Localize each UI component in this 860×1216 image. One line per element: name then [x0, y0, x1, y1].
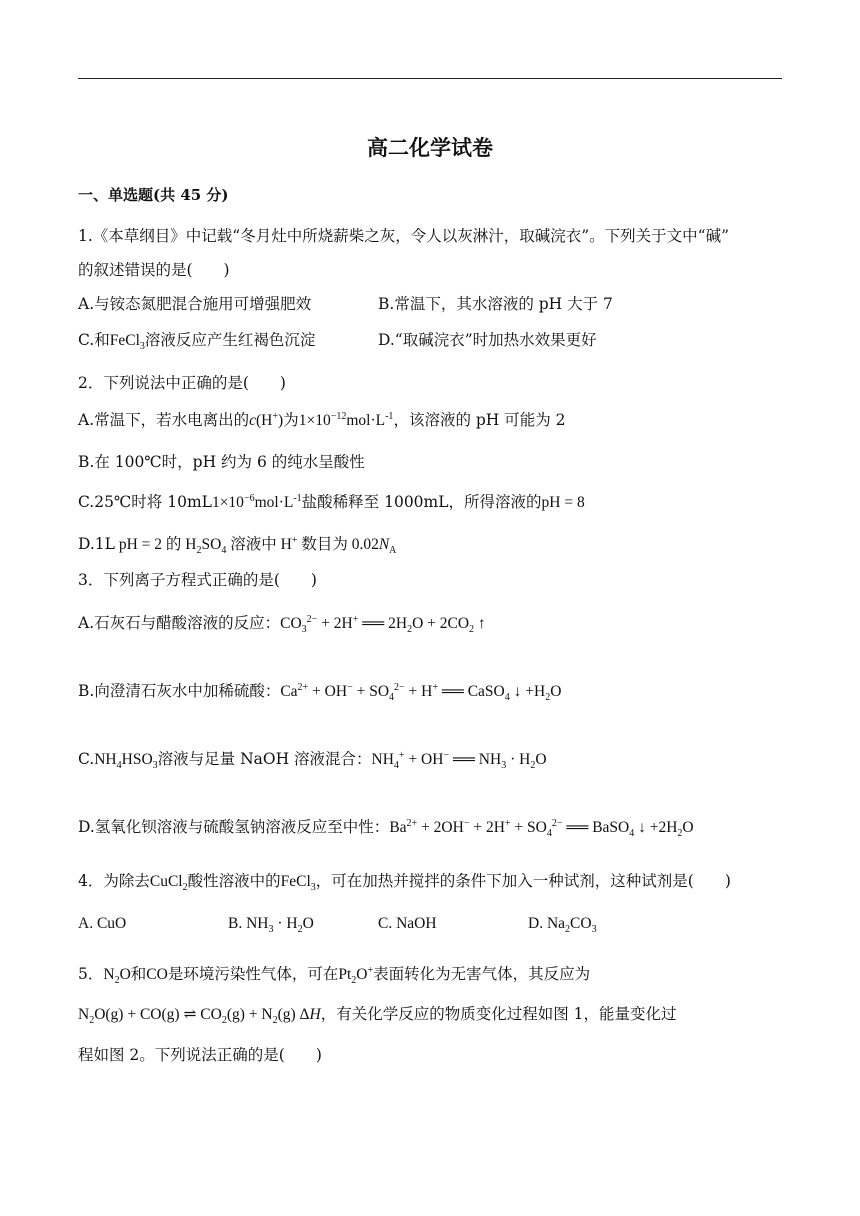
q3-option-b: B.向澄清石灰水中加稀硫酸：$Ca^{2+} + OH^- + SO_4^{2-} + H^+$ ══ CaSO$_4$ ↓ $+H_2O$ [78, 681, 562, 704]
q4-option-a: A. CuO [78, 915, 127, 932]
q4-stem: 4．为除去CuCl$_2$酸性溶液中的FeCl$_3$，可在加热并搅拌的条件下加入一种试剂，这种试剂是( ) [78, 872, 731, 894]
q5-stem: 5．$N_2O$和CO是环境污染性气体，可在$Pt_2O^+$表面转化为无害气体，其反应为 [78, 964, 591, 987]
q2-option-a: A.常温下，若水电离出的c(H+)为$1\times 10^{-12}mol\cdot L^{-1}$，该溶液的 pH 可能为 2 [78, 410, 566, 429]
q2-stem: 2．下列说法中正确的是( ) [78, 374, 286, 392]
q2-option-b: B.在 100℃时，pH 约为 6 的纯水呈酸性 [78, 453, 365, 471]
q1-option-a: A.与铵态氮肥混合施用可增强肥效 [78, 295, 312, 313]
page-title: 高二化学试卷 [367, 135, 493, 160]
q5-stem-cont: 程如图 2。下列说法正确的是( ) [78, 1046, 322, 1064]
q1-stem: 1.《本草纲目》中记载“冬月灶中所烧薪柴之灰，令人以灰淋汁，取碱浣衣”。下列关于文中“碱” [78, 227, 729, 245]
q4-option-d: D. $Na_2CO_3$ [528, 915, 597, 936]
q1-option-b: B.常温下，其水溶液的 pH 大于 7 [378, 295, 613, 313]
q3-stem: 3．下列离子方程式正确的是( ) [78, 571, 317, 589]
q3-option-c: $C.NH_4HSO_3$溶液与足量 NaOH 溶液混合：$NH_4^+ + OH^-$ ══ $NH_3 \cdot H_2O$ [78, 749, 547, 772]
q1-stem-cont: 的叙述错误的是( ) [78, 261, 230, 279]
q3-option-d: D.氢氧化钡溶液与硫酸氢钠溶液反应至中性：$Ba^{2+} + 2OH^- + 2H^+ + SO_4^{2-}$ ══ BaSO$_4$ ↓ $+2H_2O$ [78, 817, 694, 840]
section-heading: 一、单选题(共 45 分) [78, 186, 229, 204]
q1-option-d: D.“取碱浣衣”时加热水效果更好 [378, 331, 597, 349]
header-rule [78, 78, 782, 79]
q1-option-c: C.和FeCl$_3$溶液反应产生红褐色沉淀 [78, 331, 316, 353]
q3-option-a: A.石灰石与醋酸溶液的反应：$CO_3^{2-} + 2H^+$ ══ $2H_2O + 2CO_2$ ↑ [78, 613, 486, 636]
q2-option-c: C.25℃时将 $10mL1\times 10^{-6}mol\cdot L^{-1}$盐酸稀释至 1000mL，所得溶液的pH = 8 [78, 492, 585, 511]
q5-equation: $N_2O(g) + CO(g)$ ⇌ $CO_2(g) + N_2(g)$ ΔH，有关化学反应的物质变化过程如图 1，能量变化过 [78, 1005, 677, 1027]
q4-option-b: B. $NH_3 \cdot H_2O$ [228, 915, 314, 936]
q4-option-c: C. NaOH [378, 915, 437, 932]
q2-option-d: D.1L pH = 2 的 $H_2SO_4$ 溶液中 H+ 数目为 $0.02N_A$ [78, 534, 397, 557]
